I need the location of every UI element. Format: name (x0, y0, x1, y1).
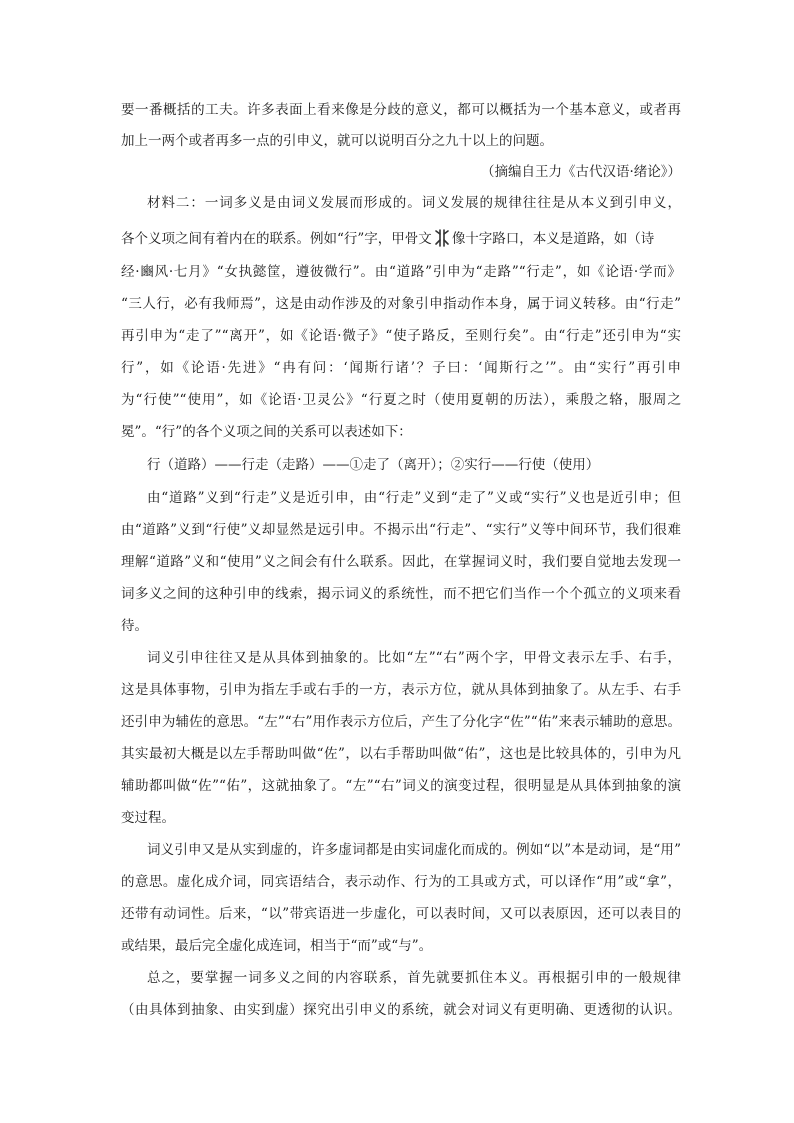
text-line: 还引申为辅佐的意思。“左”“右”用作表示方位后，产生了分化字“佐”“佑”来表示辅助的意思。 (121, 714, 681, 730)
text-line: 经·豳风·七月》“女执懿筐，遵彼微行”。由“道路”引申为“走路”“行走”，如《论语·学而》 (121, 264, 681, 280)
text-line: 为“行使”“使用”，如《论语·卫灵公》“行夏之时（使用夏朝的历法），乘殷之辂，服周之 (121, 392, 681, 408)
paragraph-start: 由“道路”义到“行走”义是近引申，由“行走”义到“走了”义或“实行”义也是近引申；但 (147, 490, 681, 506)
source-citation: （摘编自王力《古代汉语·绪论》） (480, 164, 681, 180)
text-line: 辅助都叫做“佐”“佑”，这就抽象了。“左”“右”词义的演变过程，很明显是从具体到抽象的演 (121, 778, 681, 794)
text-line: 或结果，最后完全虚化成连词，相当于“而”或“与”。 (121, 938, 433, 954)
text-line: 由“道路”义到“行使”义却显然是远引申。不揭示出“行走”、“实行”义等中间环节，我们很难 (121, 522, 681, 538)
text-line: 变过程。 (121, 810, 175, 826)
text-line: “三人行，必有我师焉”，这是由动作涉及的对象引申指动作本身，属于词义转移。由“行走” (121, 296, 681, 312)
text-line-with-glyph (121, 229, 681, 249)
text-line: 的意思。虚化成介词，同宾语结合，表示动作、行为的工具或方式，可以译作“用”或“拿”， (121, 874, 681, 890)
text-line: 理解“道路”义和“使用”义之间会有什么联系。因此，在掌握词义时，我们要自觉地去发现一 (121, 554, 681, 570)
paragraph-start: 词义引申往往又是从具体到抽象的。比如“左”“右”两个字，甲骨文表示左手、右手， (147, 650, 681, 666)
text-line: 其实最初大概是以左手帮助叫做“佐”，以右手帮助叫做“佑”，这也是比较具体的，引申为凡 (121, 746, 681, 762)
text-line: 加上一两个或者再多一点的引申义，就可以说明百分之九十以上的问题。 (121, 133, 553, 149)
text-line: 再引申为“走了”“离开”，如《论语·微子》“使子路反，至则行矣”。由“行走”还引申为“实 (121, 328, 681, 344)
text-line: 要一番概括的工夫。许多表面上看来像是分歧的意义，都可以概括为一个基本意义，或者再 (121, 102, 681, 118)
derivation-chain: 行（道路）——行走（走路）——①走了（离开）；②实行——行使（使用） (147, 457, 600, 473)
text-segment: 像十字路口，本义是道路，如（诗 (451, 231, 655, 247)
text-line: 行”，如《论语·先进》“冉有问：‘闻斯行诸’？子曰：‘闻斯行之’”。由“实行”再引申 (121, 360, 681, 376)
paragraph-start: 总之，要掌握一词多义之间的内容联系，首先就要抓住本义。再根据引申的一般规律 (147, 970, 681, 986)
text-line: 这是具体事物，引申为指左手或右手的一方，表示方位，就从具体到抽象了。从左手、右手 (121, 682, 681, 698)
paragraph-start: 材料二：一词多义是由词义发展而形成的。词义发展的规律往往是从本义到引申义， (147, 195, 681, 211)
text-segment: 各个义项之间有着内在的联系。例如“行”字，甲骨文 (121, 231, 432, 247)
text-line: 待。 (121, 618, 148, 634)
text-line: 词多义之间的这种引申的线索，揭示词义的系统性，而不把它们当作一个个孤立的义项来看 (121, 586, 681, 602)
text-line: 还带有动词性。后来，“以”带宾语进一步虚化，可以表时间，又可以表原因，还可以表目的 (121, 906, 681, 922)
text-line: （由具体到抽象、由实到虚）探究出引申义的系统，就会对词义有更明确、更透彻的认识。 (121, 1002, 681, 1018)
text-line: 冕”。“行”的各个义项之间的关系可以表述如下： (121, 424, 412, 440)
paragraph-start: 词义引申又是从实到虚的，许多虚词都是由实词虚化而成的。例如“以”本是动词，是“用” (147, 842, 681, 858)
oracle-bone-xing-glyph-icon (434, 229, 450, 247)
